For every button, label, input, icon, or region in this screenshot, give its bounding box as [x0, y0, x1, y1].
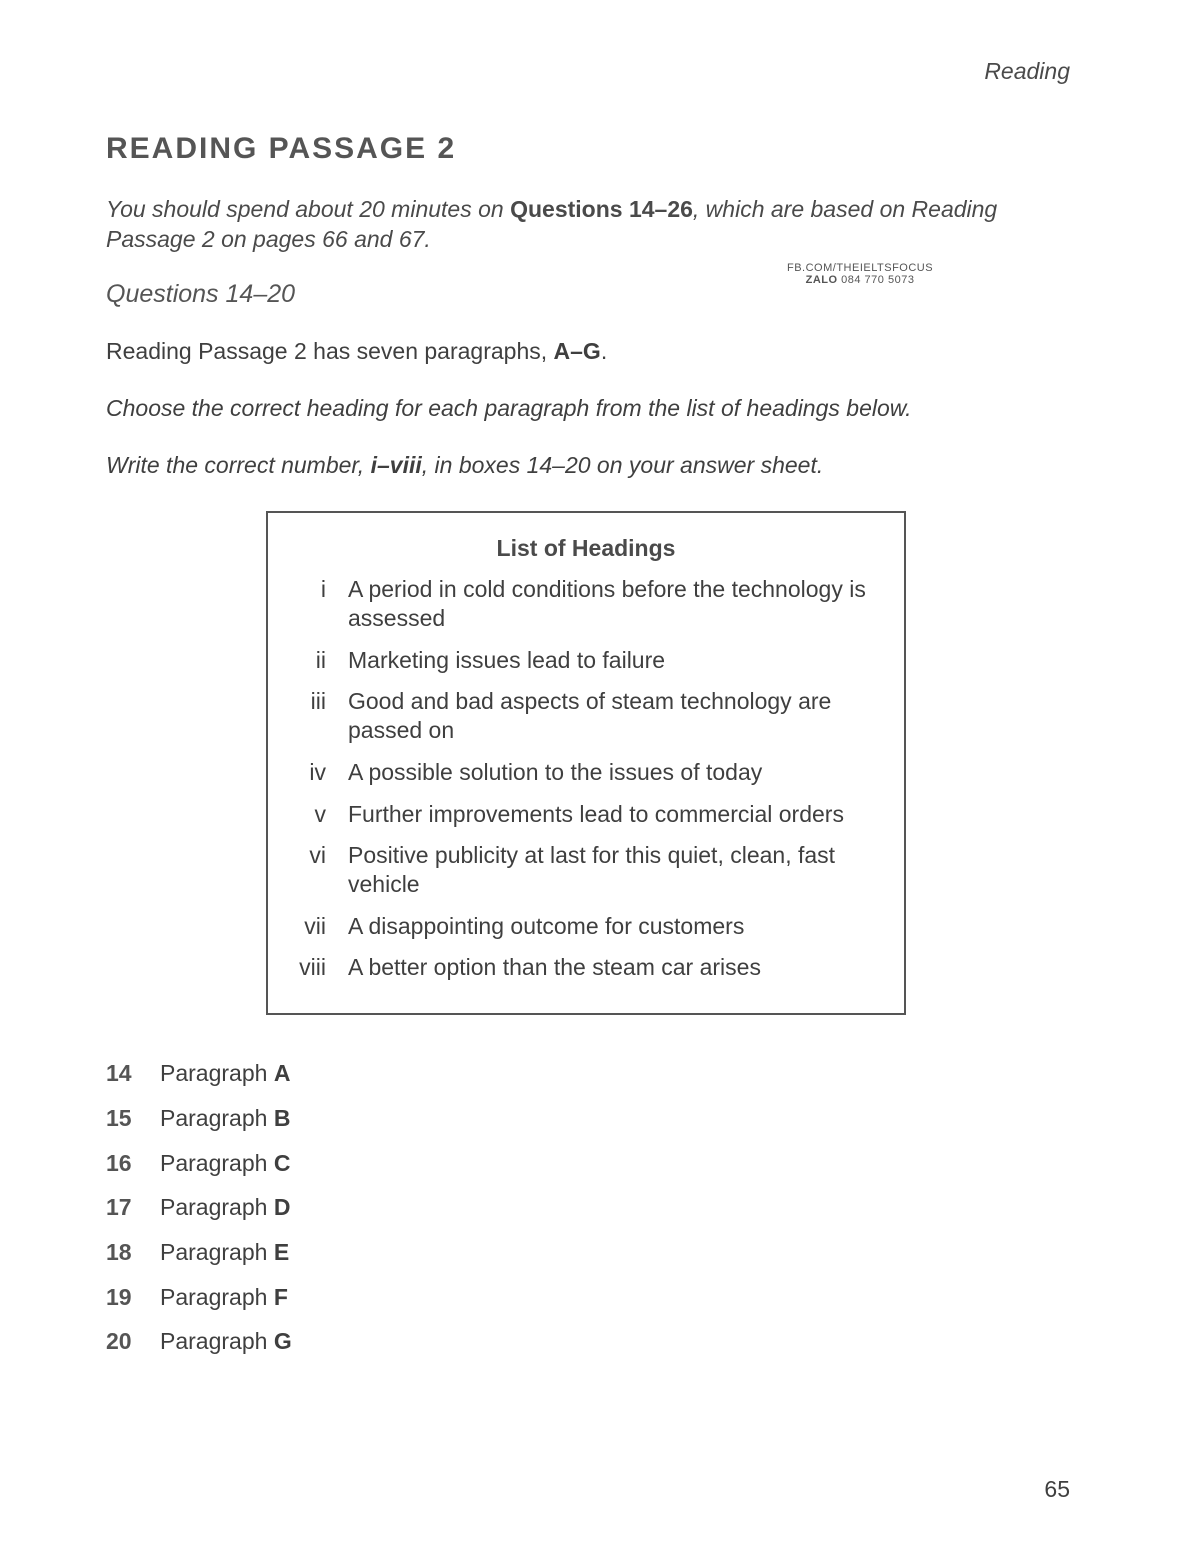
question-row	[106, 1328, 292, 1355]
question-number: 20	[106, 1328, 132, 1354]
instructions-part1: You should spend about 20 minutes on	[106, 196, 511, 222]
task-line-3-a: Write the correct number,	[106, 452, 371, 478]
heading-text: A possible solution to the issues of today	[348, 759, 763, 785]
instructions-part2: , which are based on Reading Passage 2 on pages 66 and 67.	[106, 196, 998, 252]
question-number: 18	[106, 1239, 132, 1265]
task-line-1	[106, 338, 607, 365]
watermark-phone: 084 770 5073	[837, 274, 915, 286]
question-letter: E	[273, 1239, 290, 1265]
headings-box-title: List of Headings	[496, 535, 676, 561]
heading-number: viii	[299, 954, 326, 980]
task-line-3-b: , in boxes 14–20 on your answer sheet.	[421, 452, 824, 478]
question-number: 15	[106, 1105, 132, 1131]
question-row	[106, 1105, 290, 1132]
question-row	[106, 1239, 289, 1266]
watermark-line2	[787, 274, 933, 286]
question-label: Paragraph	[160, 1328, 274, 1354]
heading-number: vii	[304, 913, 326, 939]
question-row	[106, 1284, 288, 1311]
page-number: 65	[1044, 1476, 1070, 1502]
instructions-bold: Questions 14–26	[510, 196, 693, 222]
watermark	[787, 262, 933, 286]
question-label: Paragraph	[160, 1284, 274, 1310]
questions-range: Questions 14–20	[106, 280, 296, 308]
question-number: 19	[106, 1284, 132, 1310]
heading-number: i	[320, 576, 326, 602]
task-line-3-bold: i–viii	[370, 452, 422, 478]
question-label: Paragraph	[160, 1060, 274, 1086]
heading-number: v	[314, 801, 326, 827]
section-label: Reading	[984, 58, 1070, 84]
heading-text: Marketing issues lead to failure	[348, 647, 666, 673]
question-label: Paragraph	[160, 1105, 274, 1131]
headings-box	[266, 511, 906, 1015]
heading-number: iv	[309, 759, 326, 785]
question-letter: D	[273, 1194, 291, 1220]
question-label: Paragraph	[160, 1150, 274, 1176]
question-letter: B	[273, 1105, 291, 1131]
heading-text: A better option than the steam car arises	[348, 954, 761, 980]
heading-text: A period in cold conditions before the technology is assessed	[348, 576, 866, 631]
heading-number: ii	[315, 647, 326, 673]
question-label: Paragraph	[160, 1239, 274, 1265]
heading-text: Positive publicity at last for this quiet, clean, fast vehicle	[348, 842, 836, 897]
question-letter: G	[273, 1328, 292, 1354]
question-row	[106, 1060, 290, 1087]
question-number: 16	[106, 1150, 132, 1176]
heading-text: Further improvements lead to commercial orders	[348, 801, 844, 827]
heading-text: A disappointing outcome for customers	[348, 913, 745, 939]
task-line-1-end: .	[600, 338, 608, 364]
question-row	[106, 1194, 290, 1221]
question-number: 17	[106, 1194, 132, 1220]
watermark-line1: FB.COM/THEIELTSFOCUS	[787, 262, 934, 274]
task-line-1-text: Reading Passage 2 has seven paragraphs,	[106, 338, 554, 364]
question-letter: F	[273, 1284, 288, 1310]
question-letter: A	[273, 1060, 291, 1086]
heading-number: iii	[310, 688, 326, 714]
task-line-1-bold: A–G	[553, 338, 601, 364]
question-label: Paragraph	[160, 1194, 274, 1220]
time-instructions	[106, 194, 1086, 254]
passage-title: READING PASSAGE 2	[106, 132, 457, 165]
question-row	[106, 1150, 290, 1177]
question-letter: C	[273, 1150, 291, 1176]
watermark-zalo: ZALO	[805, 274, 838, 286]
heading-number: vi	[309, 842, 326, 868]
task-line-3	[106, 452, 823, 479]
task-line-2: Choose the correct heading for each paragraph from the list of headings below.	[106, 395, 912, 421]
heading-text: Good and bad aspects of steam technology are passed on	[348, 688, 832, 743]
question-number: 14	[106, 1060, 132, 1086]
